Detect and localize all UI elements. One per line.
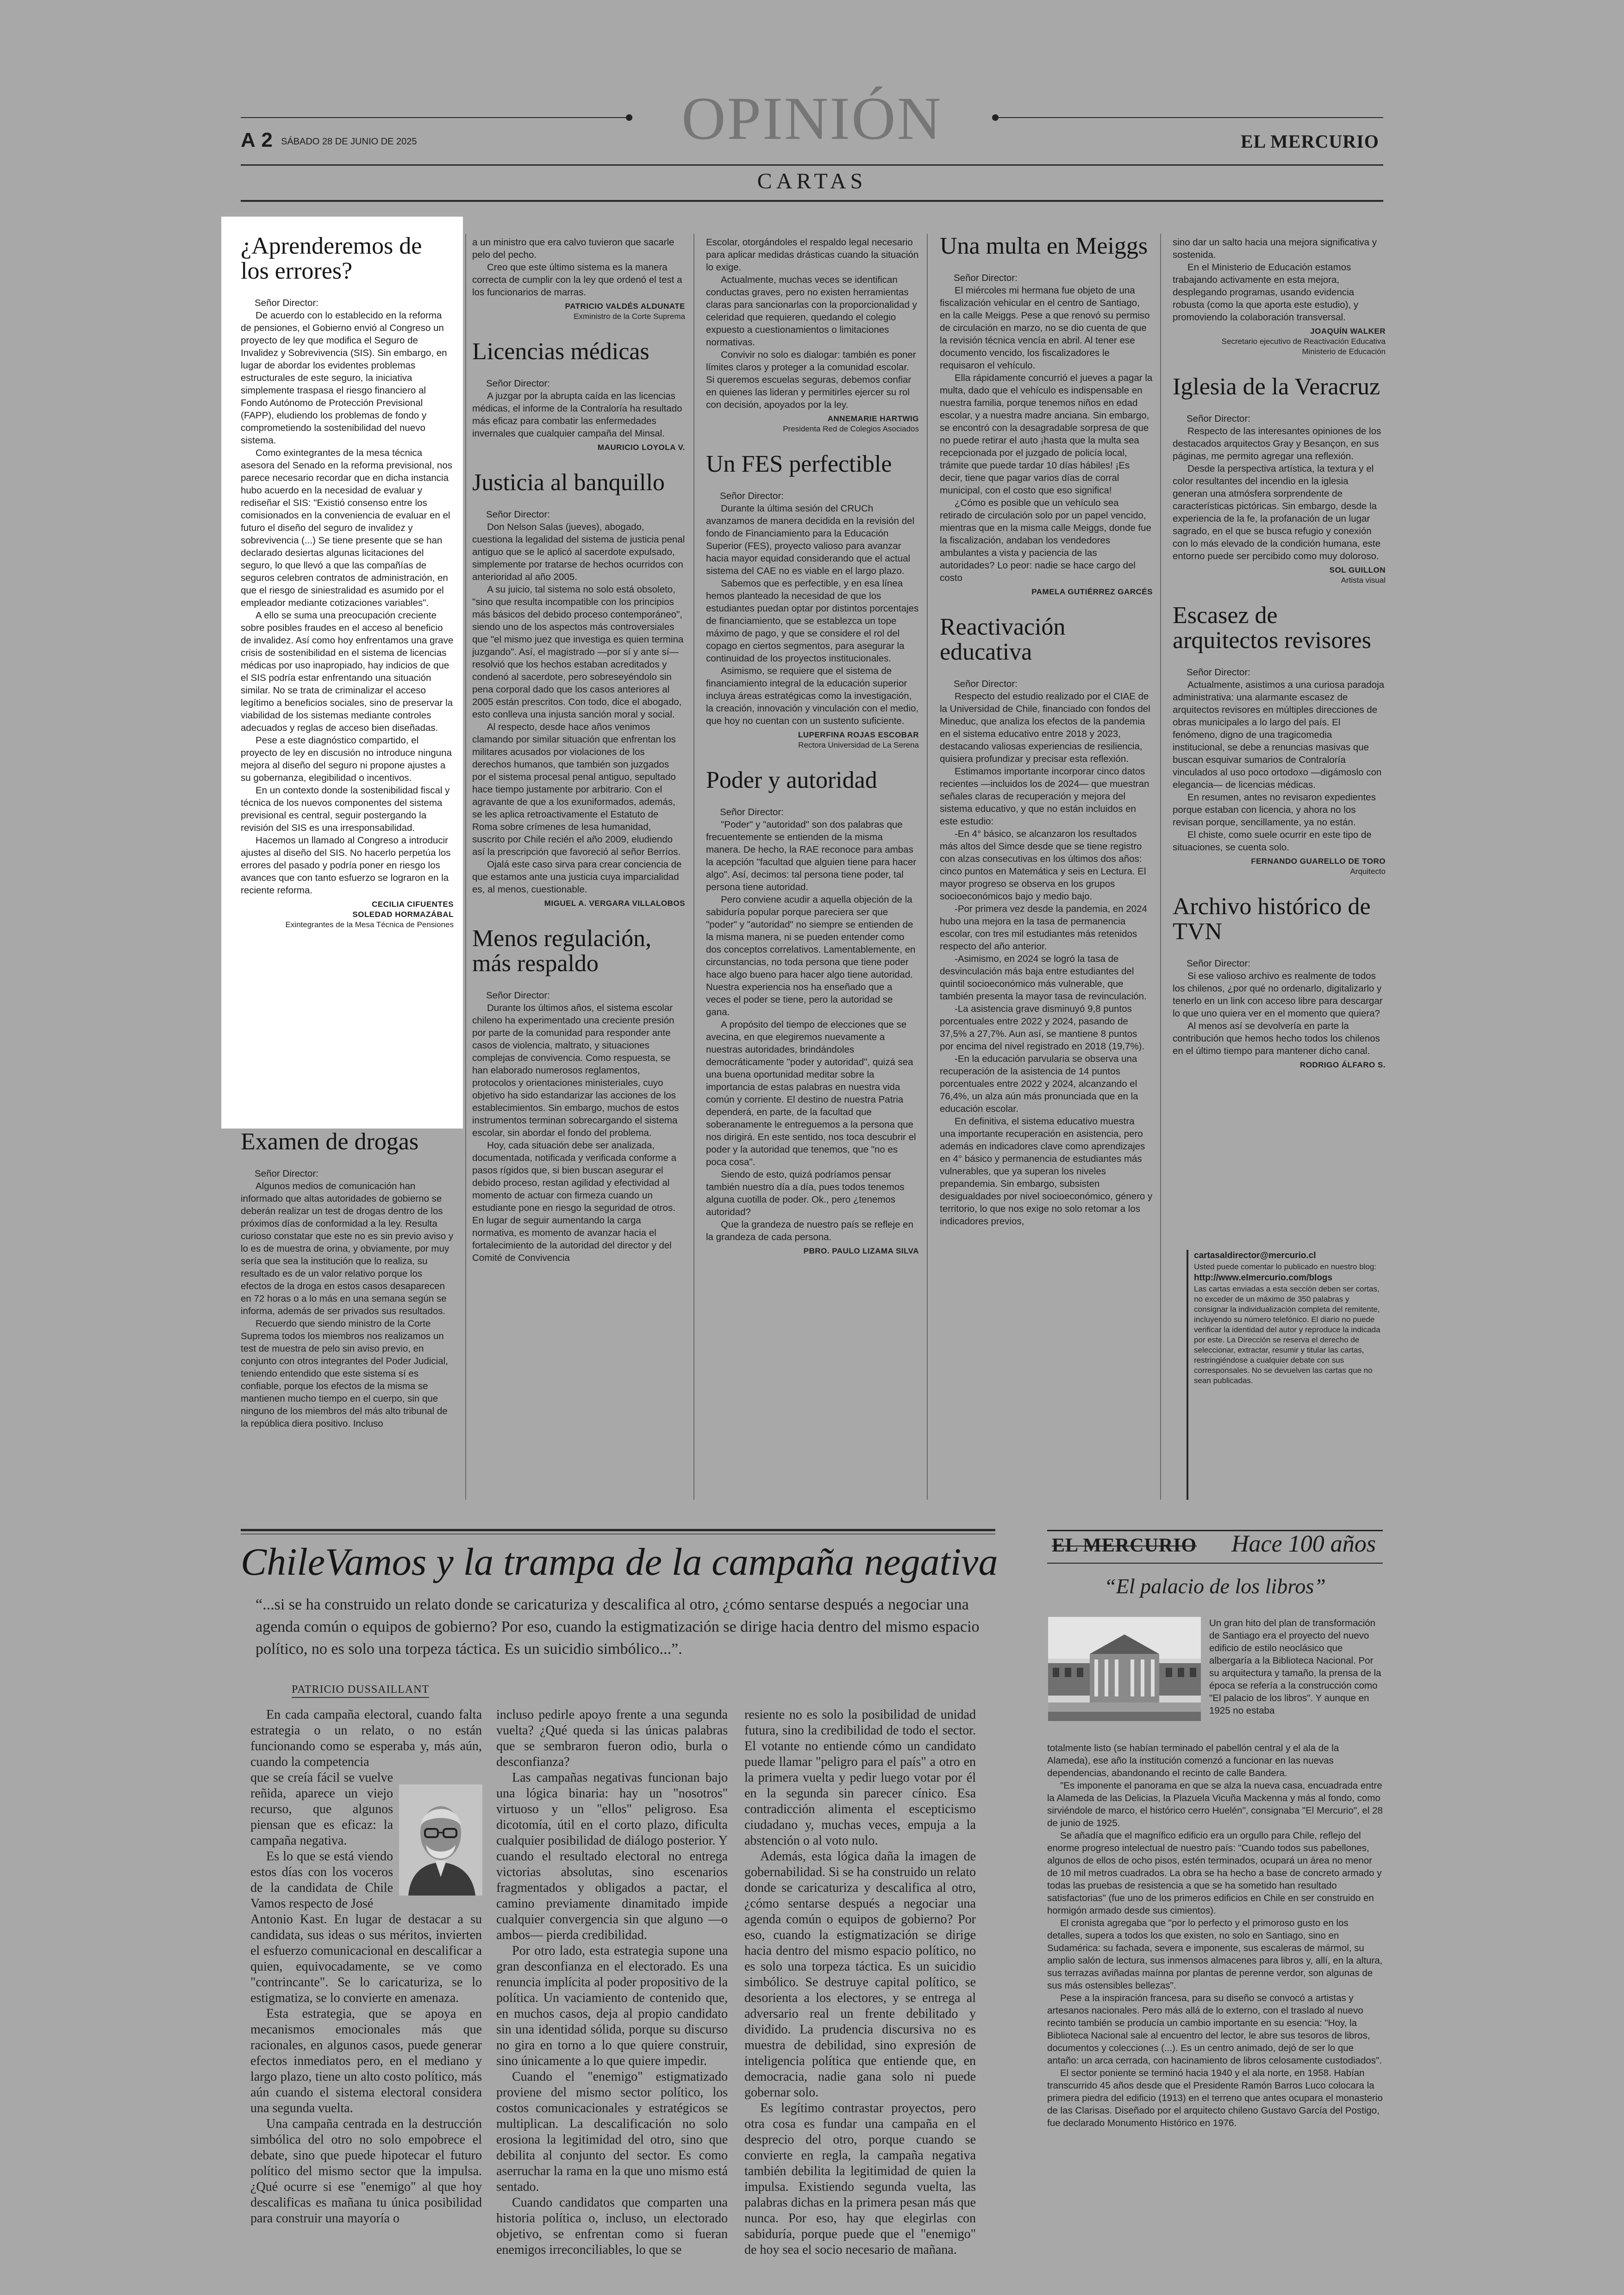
history-tagline: Hace 100 años bbox=[1231, 1531, 1376, 1557]
letter-salutation: Señor Director: bbox=[486, 509, 550, 520]
letter-signer-role: Secretario ejecutivo de Reactivación Educativa bbox=[1221, 337, 1386, 346]
column-4 bbox=[940, 234, 1153, 1500]
letter-paragraph: El miércoles mi hermana fue objeto de una fiscalización vehicular en el centro de Santiago, en la calle Meiggs. Pese a que renovó su permiso de circulación en marzo, no se dio cuenta de que la revisión técnica vencía en abril. Al tener ese documento vencido, los fiscalizadores le requisaron el vehículo. bbox=[940, 285, 1150, 371]
letter-paragraph: A propósito del tiempo de elecciones que se avecina, en que elegiremos nuevamente a nuestras autoridades, brindándoles democráticamente "poder y autoridad", quizá sea una buena oportunidad meditar sobre la importancia de estas palabras en nuestra vida común y corriente. El destino de nuestra Patria dependerá, en parte, de la facultad que soberanamente le entreguemos a la persona que nos dirigirá. En este sentido, nos toca descubrir el poder y la autoridad que tenemos, que "no es poca cosa". bbox=[706, 1019, 916, 1167]
letter-paragraph: Asimismo, se requiere que el sistema de financiamiento integral de la educación superior incluya áreas estratégicas como la investigación, la creación, innovación y vinculación con el medio, que hoy no cuentan con un sustento suficiente. bbox=[706, 666, 919, 726]
column-paragraph: Por otro lado, esta estrategia supone una gran desconfianza en el electorado. Es una renuncia implícita al poder propositivo de la política. Un vaciamiento de contenido que, en muchos casos, deja al propio candidato sin una identidad sólida, porque su discurso no gira en torno a lo que quiere construir, sino únicamente a lo que quiere impedir. bbox=[496, 1944, 728, 2068]
column-divider bbox=[693, 234, 694, 1500]
letter-salutation: Señor Director: bbox=[255, 298, 319, 308]
column-divider bbox=[927, 234, 928, 1500]
letter-signer-role: Exministro de la Corte Suprema bbox=[574, 312, 685, 321]
mailbox-blog-link[interactable]: http://www.elmercurio.com/blogs bbox=[1194, 1273, 1333, 1283]
letter-paragraph: Actualmente, muchas veces se identifican conductas graves, pero no existen herramientas claras para sancionarlas con la proporcionalidad y celeridad que requieren, quedando el colegio expuesto a cuestionamientos o limitaciones normativas. bbox=[706, 274, 917, 348]
letter-salutation: Señor Director: bbox=[720, 807, 784, 817]
letter-paragraph: sino dar un salto hacia una mejora significativa y sostenida. bbox=[1173, 237, 1377, 260]
letter-signer: ANNEMARIE HARTWIG bbox=[827, 414, 919, 423]
letter-signer: LUPERFINA ROJAS ESCOBAR bbox=[798, 730, 919, 739]
page-date: SÁBADO 28 DE JUNIO DE 2025 bbox=[281, 137, 417, 147]
column-text-2 bbox=[496, 1707, 728, 2295]
letter-paragraph: Durante los últimos años, el sistema escolar chileno ha experimentado una creciente presión por parte de la comunidad para responder ante casos de violencia, maltrato, y situaciones complejas de convivencia. Como respuesta, se han elaborado numerosos reglamentos, protocolos y orientaciones ministeriales, cuyo objetivo ha sido estandarizar las acciones de los establecimientos. Sin embargo, muchos de estos instrumentos terminan sobrecargando el sistema escolar, sin abordar el fondo del problema. bbox=[472, 1003, 679, 1138]
letter-salutation: Señor Director: bbox=[1187, 667, 1250, 678]
column-paragraph: Antonio Kast. En lugar de destacar a su candidata, sus ideas o sus méritos, invierten el esfuerzo comunicacional en descalificar a quien, equivocadamente, se ve como "contrincante". Se lo caricaturiza, se lo estigmatiza, se lo convierte en amenaza. bbox=[250, 1912, 482, 2005]
column-author: PATRICIO DUSSAILLANT bbox=[292, 1684, 429, 1698]
letter-signer: CECILIA CIFUENTES bbox=[372, 900, 454, 909]
letter-salutation: Señor Director: bbox=[1187, 413, 1250, 424]
column-3 bbox=[706, 236, 919, 1500]
column-paragraph: En cada campaña electoral, cuando falta estrategia o un relato, o no están funcionando como se esperaba y, más aún, cuando la competencia bbox=[250, 1708, 482, 1769]
letter-paragraph: Desde la perspectiva artística, la textura y el color resultantes del incendio en la iglesia generan una atmósfera sorprendente de características pictóricas. Sin embargo, desde la experiencia de la fe, la profanación de un lugar sagrado, en el que se busca refugio y conexión con lo más elevado de la condición humana, este entorno puede ser percibido como muy doloroso. bbox=[1173, 463, 1381, 561]
letter-paragraph: En el Ministerio de Educación estamos trabajando activamente en esta mejora, desplegando programas, usando evidencia robusta (como la que aporta este estudio), y promoviendo la colaboración transversal. bbox=[1173, 262, 1359, 323]
letter-paragraph: Escolar, otorgándoles el respaldo legal necesario para aplicar medidas drásticas cuando la situación lo exige. bbox=[706, 237, 919, 273]
column-text-3 bbox=[744, 1707, 976, 2295]
column-paragraph: Las campañas negativas funcionan bajo una lógica binaria: hay un "nosotros" virtuoso y un "ellos" peligroso. Esa dicotomía, útil en el corto plazo, dificulta cualquier posibilidad de diálogo posterior. Y cuando el resultado electoral no entrega victorias absolutas, sino escenarios fragmentados y obligados a pactar, el camino previamente dinamitado impide cualquier convergencia sin que alguno —o ambos— pierda credibilidad. bbox=[496, 1771, 728, 1942]
letter-title: Escasez de arquitectos revisores bbox=[1173, 602, 1371, 654]
history-paragraph: El cronista agregaba que "por lo perfecto y el primoroso gusto en los detalles, supera a todos los que existen, no solo en Santiago, sino en Sudamérica: su fachada, severa e imponente, sus escaleras de mármol, su amplio salón de lectura, sus inmensos almacenes para libros y, allí, en la altura, sus terrazas aviñadas maínna por plantas de perenne verdor, son algunas de sus más ostensibles bellezas". bbox=[1047, 1918, 1383, 1991]
column-divider bbox=[1160, 234, 1161, 1500]
column-pull-quote: “...si se ha construido un relato donde se caricaturiza y descalifica al otro, ¿cómo sentarse después a negociar una agenda común o equipos de gobierno? Por eso, cuando la estigmatización se dirige hacia dentro del mismo espacio político, no es solo una torpeza táctica. Es un suicidio simbólico...”. bbox=[256, 1596, 980, 1658]
letter-paragraph: Pero conviene acudir a aquella objeción de la sabiduría popular porque pareciera ser que "poder" y "autoridad" no siempre se entienden de la misma manera, ni se pueden entender como dos conceptos correlativos. Lamentablemente, en circunstancias, no toda persona que tiene poder hace algo bueno para hacer algo tiene autoridad. Nuestra experiencia nos ha enseñado que a veces el poder se tiene, pero la autoridad se gana. bbox=[706, 894, 916, 1017]
letter-salutation: Señor Director: bbox=[954, 273, 1018, 283]
letter-paragraph: Si ese valioso archivo es realmente de todos los chilenos, ¿por qué no ordenarlo, digitalizarlo y tenerlo en un link con acceso libre para descargar lo que uno quiera ver en el momento que quiera? bbox=[1173, 971, 1383, 1019]
letter-salutation: Señor Director: bbox=[720, 491, 784, 501]
letter-signer: RODRIGO ÁLFARO S. bbox=[1299, 1060, 1386, 1069]
masthead-rule-bottom bbox=[241, 200, 1383, 202]
subsection-title: CARTAS bbox=[757, 169, 867, 193]
column-divider bbox=[465, 234, 466, 1500]
section-divider bbox=[241, 1529, 995, 1531]
letter-paragraph: a un ministro que era calvo tuvieron que sacarle pelo del pecho. bbox=[472, 237, 675, 260]
letter-title: Justicia al banquillo bbox=[472, 469, 665, 496]
history-paragraph: "Es imponente el panorama en que se alza la nueva casa, encuadrada entre la Alameda de las Delicias, la Plazuela Vicuña Mackenna y más al fondo, como sirviéndole de marco, el histórico cerro Huelén", consignaba "El Mercurio", el 28 de junio de 1925. bbox=[1047, 1780, 1383, 1828]
letter-paragraph: -En la educación parvularia se observa una recuperación de la asistencia de 14 puntos porcentuales entre 2022 y 2024, alcanzando el 76,4%, un alza aún más pronunciada que en la educación escolar. bbox=[940, 1054, 1138, 1114]
letter-paragraph: A juzgar por la abrupta caída en las licencias médicas, el informe de la Contraloría ha resultado más eficaz para combatir las enfermedades invernales que cualquier campaña del Minsal. bbox=[472, 391, 682, 439]
library-photo bbox=[1048, 1617, 1201, 1721]
history-brand: EL MERCURIO bbox=[1052, 1535, 1197, 1556]
letter-paragraph: En resumen, antes no revisaron expedientes porque estaban con licencia, y ahora no los revisan porque, sencillamente, ya no están. bbox=[1173, 792, 1376, 828]
letter-signer-role: Ministerio de Educación bbox=[1302, 347, 1386, 356]
letter-salutation: Señor Director: bbox=[954, 679, 1018, 689]
letter-paragraph: A su juicio, tal sistema no solo está obsoleto, "sino que resulta incompatible con los principios más básicos del debido proceso contemporáneo", siendo uno de los aspectos más controversiales que "el mismo juez que investiga es quien termina juzgando". Así, el magistrado —por sí y ante sí— resolvió que los hechos estaban acreditados y condenó al sacerdote, pero sobreseyéndolo sin pena corporal dado que los casos anteriores al 2005 están prescritos. Con todo, dice el abogado, esto conlleva una injusta sanción moral y social. bbox=[472, 584, 684, 720]
letter-paragraph: -Por primera vez desde la pandemia, en 2024 hubo una mejora en la tasa de permanencia escolar, con tres mil estudiantes más retenidos respecto del año anterior. bbox=[940, 904, 1147, 952]
letter-signer-role: Presidenta Red de Colegios Asociados bbox=[783, 424, 919, 433]
masthead-rule-left bbox=[241, 117, 629, 118]
letter-paragraph: Don Nelson Salas (jueves), abogado, cuestiona la legalidad del sistema de justicia penal antiguo que se le aplicó al sacerdote expulsado, simplemente por tratarse de hechos ocurridos con anterioridad al año 2005. bbox=[472, 522, 685, 582]
letter-paragraph: Recuerdo que siendo ministro de la Corte Suprema todos los miembros nos realizamos un test de muestra de pelo sin aviso previo, en conjunto con otros integrantes del Poder Judicial, teniendo entendido que este sistema sí es confiable, porque los efectos de la misma se mantienen mucho tiempo en el cuerpo, sin que ninguno de los miembros del más alto tribunal de la república diera positivo. Incluso bbox=[241, 1318, 448, 1429]
mailbox-note: Usted puede comentar lo publicado en nuestro blog: bbox=[1194, 1262, 1377, 1271]
column-paragraph: Cuando candidatos que comparten una historia política o, incluso, un electorado objetivo, se enfrentan como si fueran enemigos irreconciliables, lo que se bbox=[496, 2195, 728, 2257]
mailbox-email[interactable]: cartasaldirector@mercurio.cl bbox=[1194, 1251, 1316, 1260]
columnist-photo bbox=[399, 1784, 482, 1896]
letter-salutation: Señor Director: bbox=[486, 378, 550, 389]
letter-signer: SOL GUILLON bbox=[1329, 566, 1386, 574]
history-paragraph: totalmente listo (se habían terminado el pabellón central y el ala de la Alameda), ese año la institución comenzó a funcionar en las nuevas dependencias, abandonando el recinto de calle Bandera. bbox=[1047, 1743, 1339, 1778]
letter-paragraph: -En 4° básico, se alcanzaron los resultados más altos del Simce desde que se tiene registro con alzas consecutivas en los últimos dos años: cinco puntos en Matemática y seis en Lectura. El mayor progreso se observa en los grupos socioeconómicos bajo y medio bajo. bbox=[940, 829, 1146, 902]
letter-signer-role: Arquitecto bbox=[1350, 867, 1386, 876]
letter-paragraph: Al respecto, desde hace años venimos clamando por similar situación que enfrentan los militares acusados por violaciones de los derechos humanos, que también son juzgados por el sistema procesal penal antiguo, sepultado hace tiempo justamente por arbitrario. Con el agravante de que a los exuniformados, además, se les aplica retroactivamente el Estatuto de Roma sobre crímenes de lesa humanidad, suscrito por Chile recién el año 2009, eludiendo así la prescripción que favoreció al señor Berríos. bbox=[472, 722, 681, 857]
letter-title: ¿Aprenderemos de los errores? bbox=[241, 234, 422, 284]
letter-paragraph: ¿Cómo es posible que un vehículo sea retirado de circulación solo por un papel vencido, mientras que en la misma calle Meiggs, donde fue la fiscalización, andaban los vendedores ambulantes a vista y paciencia de las autoridades? Lo peor: nadie se hace cargo del costo bbox=[940, 498, 1151, 583]
letter-paragraph: -Asimismo, en 2024 se logró la tasa de desvinculación más baja entre estudiantes del quintil socioeconómico más vulnerable, que también presenta la mayor tasa de revinculación. bbox=[940, 954, 1147, 1002]
letter-signer: SOLEDAD HORMAZÁBAL bbox=[352, 910, 454, 919]
brand-logo: EL MERCURIO bbox=[1241, 131, 1379, 152]
letter-salutation: Señor Director: bbox=[255, 1168, 319, 1179]
letter-paragraph: Sabemos que es perfectible, y en esa línea hemos planteado la necesidad de que los estudiantes puedan optar por distintos porcentajes de financiamiento, que se establezca un tope máximo de pago, y que se considere el rol del copago en ciertos segmentos, para asegurar la continuidad de los proyectos institucionales. bbox=[706, 578, 919, 664]
letter-signer-role: Exintegrantes de la Mesa Técnica de Pensiones bbox=[285, 920, 454, 929]
column-2 bbox=[472, 236, 685, 1500]
letter-paragraph: Pese a este diagnóstico compartido, el proyecto de ley en discusión no introduce ninguna mejora al diseño del seguro ni propone ajustes a su gobernanza, elegibilidad o incentivos. bbox=[241, 735, 452, 783]
column-paragraph: Además, esta lógica daña la imagen de gobernabilidad. Si se ha construido un relato donde se caricaturiza y descalifica al otro, ¿cómo sentarse después a negociar una agenda común o equipos de gobierno? Por eso, cuando la estigmatización se dirige hacia dentro del mismo espacio político, no es solo una torpeza táctica. Es un suicidio simbólico. Se destruye capital político, se desorienta a los electores, y se entrega al adversario real un frente debilitado y dividido. La prudencia discursiva no es muestra de debilidad, sino expresión de inteligencia política que entiende que, en democracia, nadie gana solo ni puede gobernar solo. bbox=[744, 1849, 976, 2100]
letter-signer-role: Artista visual bbox=[1341, 576, 1386, 585]
column-paragraph: Cuando el "enemigo" estigmatizado proviene del mismo sector político, los costos comunicacionales y estratégicos se multiplican. La descalificación no solo erosiona la legitimidad del otro, sino que debilita al conjunto del sector. Es como aserruchar la rama en la que uno mismo está sentado. bbox=[496, 2070, 728, 2194]
letter-paragraph: Creo que este último sistema es la manera correcta de cumplir con la ley que ordenó el test a los funcionarios de marras. bbox=[472, 262, 682, 298]
letter-title: Poder y autoridad bbox=[706, 767, 877, 793]
letter-paragraph: Algunos medios de comunicación han informado que altas autoridades de gobierno se deberán realizar un test de drogas dentro de los próximos días de conformidad a la ley. Resulta curioso constatar que este no es sin previo aviso y lo es de muestra de orina, y obviamente, por muy sería que sea la institución que lo realiza, su resultado es de un valor relativo porque los efectos de la droga en estos casos desaparecen en 72 horas o a lo más en una semana según se informa, además de ser privados sus resultados. bbox=[241, 1181, 454, 1316]
column-paragraph: incluso pedirle apoyo frente a una segunda vuelta? ¿Qué queda si las únicas palabras que se sembraron fueron odio, burla o desconfianza? bbox=[496, 1708, 728, 1769]
column-paragraph: Es lo que se está viendo estos días con los voceros de la candidata de Chile Vamos respecto de José bbox=[250, 1849, 393, 1911]
column-paragraph: Una campaña centrada en la destrucción simbólica del otro no solo empobrece el debate, sino que puede hipotecar el futuro político del mismo sector que la impulsa. ¿Qué ocurre si ese "enemigo" al que hoy descalificas es mañana tu única posibilidad para construir una mayoría o bbox=[250, 2117, 482, 2226]
history-body bbox=[1047, 1742, 1384, 2233]
letter-paragraph: Ella rápidamente concurrió el jueves a pagar la multa, dado que el vehículo es indispensable en nuestra familia, porque tenemos niños en edad escolar, y a nuestra madre anciana. Sin embargo, se encontró con la desagradable sorpresa de que no puede retirar el auto ¡hasta que la multa sea recepcionada por el juzgado de policía local, trámite que puede tardar 10 días hábiles! ¡Es decir, tiene que pagar varios días de corral municipal, con el costo que eso significa! bbox=[940, 373, 1153, 496]
letter-paragraph: Hacemos un llamado al Congreso a introducir ajustes al diseño del SIS. No hacerlo perpetúa los errores del pasado y podría poner en riesgo los avances que con tanto esfuerzo se lograron en la reciente reforma. bbox=[241, 835, 451, 896]
letter-title: Un FES perfectible bbox=[706, 451, 892, 477]
letter-signer: FERNANDO GUARELLO DE TORO bbox=[1251, 857, 1386, 866]
letter-paragraph: De acuerdo con lo establecido en la reforma de pensiones, el Gobierno envió al Congreso un proyecto de ley que modifica el Seguro de Invalidez y Sobrevivencia (SIS). Sin embargo, en lugar de abordar los evidentes problemas estructurales de este seguro, la iniciativa simplemente traspasa el riesgo financiero al Fondo Autónomo de Protección Previsional (FAPP), eludiendo los problemas de fondo y comprometiendo la sostenibilidad del nuevo sistema. bbox=[241, 310, 447, 446]
letter-paragraph: Durante la última sesión del CRUCh avanzamos de manera decidida en la revisión del fondo de Financiamiento para la Educación Superior (FES), proyecto valioso para avanzar hacia mayor equidad considerando que el actual sistema del CAE no es viable en el largo plazo. bbox=[706, 503, 915, 576]
letter-paragraph: El chiste, como suele ocurrir en este tipo de situaciones, se cuenta solo. bbox=[1173, 829, 1372, 853]
letter-signer: MIGUEL A. VERGARA VILLALOBOS bbox=[544, 899, 685, 908]
letter-salutation: Señor Director: bbox=[1187, 958, 1250, 969]
history-title: “El palacio de los libros” bbox=[1104, 1574, 1326, 1598]
letter-signer: MAURICIO LOYOLA V. bbox=[597, 443, 685, 452]
letter-paragraph: Respecto del estudio realizado por el CIAE de la Universidad de Chile, financiado con fondos del Mineduc, que analiza los efectos de la pandemia en el sistema educativo entre 2018 y 2023, destacando valiosas experiencias de resiliencia, quisiera profundizar y precisar esta reflexión. bbox=[940, 691, 1150, 764]
letter-paragraph: Ojalá este caso sirva para crear conciencia de que estamos ante una justicia cuya imparcialidad es, al menos, cuestionable. bbox=[472, 859, 682, 895]
letter-salutation: Señor Director: bbox=[486, 990, 550, 1001]
masthead-rule-top bbox=[241, 164, 1383, 166]
history-paragraph: Un gran hito del plan de transformación de Santiago era el proyecto del nuevo edificio de estilo neoclásico que albergaría a la Biblioteca Nacional. Por su arquitectura y tamaño, la prensa de la época se refería a la construcción como "El palacio de los libros". Y aunque en 1925 no estaba bbox=[1209, 1618, 1381, 1716]
column-5 bbox=[1173, 236, 1386, 1243]
letter-paragraph: Actualmente, asistimos a una curiosa paradoja administrativa: una alarmante escasez de arquitectos revisores en múltiples direcciones de obras municipales a lo largo del país. El fenómeno, digno de una tragicomedia institucional, se debe a renuncias masivas que buscan esquivar sumarios de Contraloría vinculados al uso poco ortodoxo —digámoslo con elegancia— de licencias médicas. bbox=[1173, 680, 1385, 790]
letter-paragraph: Estimamos importante incorporar cinco datos recientes —incluidos los de 2024— que muestran señales claras de recuperación y mejora del sistema educativo, y que no están incluidos en este estudio: bbox=[940, 766, 1149, 827]
letter-title: Licencias médicas bbox=[472, 338, 650, 365]
letter-signer: PAMELA GUTIÉRREZ GARCÉS bbox=[1031, 587, 1153, 596]
letter-paragraph: Que la grandeza de nuestro país se refleje en la grandeza de cada persona. bbox=[706, 1219, 913, 1242]
masthead-dot-left bbox=[626, 114, 632, 121]
masthead-rule-right bbox=[995, 117, 1383, 118]
letter-title: Menos regulación, más respaldo bbox=[472, 925, 652, 977]
column-paragraph: resiente no es solo la posibilidad de unidad futura, sino la credibilidad de todo el sector. El votante no entiende cómo un candidato puede llamar "peligro para el país" a otro en la primera vuelta y pedir luego votar por él en la segunda sin parecer cínico. Esa contradicción alimenta el escepticismo ciudadano y, muchas veces, empuja a la abstención o al voto nulo. bbox=[744, 1708, 976, 1848]
letter-title: Una multa en Meiggs bbox=[940, 234, 1148, 259]
letter-signer-role: Rectora Universidad de La Serena bbox=[798, 741, 919, 749]
letter-paragraph: Hoy, cada situación debe ser analizada, documentada, notificada y verificada conforme a pasos rígidos que, si bien buscan asegurar el debido proceso, restan agilidad y efectividad al momento de actuar con firmeza cuando un estudiante pone en riesgo la seguridad de otros. En lugar de seguir aumentando la carga normativa, es momento de avanzar hacia el fortalecimiento de la autoridad del director y del Comité de Convivencia bbox=[472, 1140, 677, 1263]
letter-signer: PBRO. PAULO LIZAMA SILVA bbox=[803, 1247, 919, 1255]
letter-paragraph: Convivir no solo es dialogar: también es poner límites claros y proteger a la comunidad escolar. Si queremos escuelas seguras, debemos confiar en quienes las lideran y permitirles ejercer su rol con decisión, apoyados por la ley. bbox=[706, 349, 916, 410]
history-paragraph: Se añadía que el magnífico edificio era un orgullo para Chile, reflejo del enorme progreso intelectual de nuestro país: "Cuando todos sus pabellones, algunos de ellos de ocho pisos, estén terminados, ocupará un área no menor de 10 mil metros cuadrados. La obra se ha hecho a base de concreto armado y todas las pruebas de resistencia a que se ha sometido han resultado satisfactorias" (fue uno de los primeros edificios en Chile en ser construido en hormigón armado desde sus cimientos). bbox=[1047, 1830, 1382, 1916]
letter-paragraph: En un contexto donde la sostenibilidad fiscal y técnica de los nuevos componentes del sistema previsional es central, seguir postergando la revisión del SIS es una irresponsabilidad. bbox=[241, 785, 450, 833]
letter-paragraph: -La asistencia grave disminuyó 9,8 puntos porcentuales entre 2022 y 2024, pasando de 37,5% a 27,7%. Aun así, se mantiene 8 puntos por encima del nivel registrado en 2018 (19,7%). bbox=[940, 1004, 1145, 1052]
letter-paragraph: Respecto de las interesantes opiniones de los destacados arquitectos Gray y Besançon, en sus páginas, me permito agregar una reflexión. bbox=[1173, 426, 1381, 461]
history-intro bbox=[1209, 1617, 1384, 1742]
history-paragraph: Pese a la inspiración francesa, para su diseño se convocó a artistas y artesanos nacionales. Pero más allá de lo externo, con el traslado al nuevo recinto también se producía un cambio importante en su esencia: "Hoy, la Biblioteca Nacional sale al encuentro del lector, le abre sus tesoros de libros, documentos y colecciones (...). Es un centro animado, dejó de ser lo que antaño: un arca cerrada, con hacinamiento de libros celosamente custodiados". bbox=[1047, 1993, 1382, 2066]
page-number: A 2 bbox=[241, 129, 273, 151]
letter-paragraph: Siendo de esto, quizá podríamos pensar también nuestro día a día, pues todos tenemos alguna cuotilla de poder. Ok., pero ¿tenemos autoridad? bbox=[706, 1169, 905, 1217]
history-paragraph: El sector poniente se terminó hacia 1940 y el ala norte, en 1958. Habían transcurrido 45 años desde que el Presidente Ramón Barros Luco colocara la primera piedra del edificio (1913) en el terreno que antes ocupara el monasterio de las Clarisas. Diseñado por el arquitecto chileno Gustavo García del Postigo, fue declarado Monumento Histórico en 1976. bbox=[1047, 2068, 1383, 2128]
column-paragraph: que se creía fácil se vuelve reñida, aparece un viejo recurso, que algunos piensan que es eficaz: la campaña negativa. bbox=[250, 1771, 393, 1848]
letter-title: Archivo histórico de TVN bbox=[1173, 893, 1371, 945]
letter-signer: JOAQUÍN WALKER bbox=[1310, 327, 1386, 336]
mailbox-info bbox=[1187, 1250, 1383, 1500]
masthead-dot-right bbox=[992, 114, 999, 121]
column-headline: ChileVamos y la trampa de la campaña negativa bbox=[241, 1540, 998, 1584]
letter-paragraph: "Poder" y "autoridad" son dos palabras que frecuentemente se entienden de la misma manera. De hecho, la RAE reconoce para ambas la acepción "facultad que alguien tiene para hacer algo". Así, decimos: tal persona tiene poder, tal persona tiene autoridad. bbox=[706, 819, 917, 892]
letter-title: Iglesia de la Veracruz bbox=[1173, 374, 1380, 400]
letter-title: Reactivación educativa bbox=[940, 614, 1066, 665]
column-paragraph: Es legítimo contrastar proyectos, pero otra cosa es fundar una campaña en el desprecio del otro, porque cuando se convierte en regla, la campaña negativa también debilita la legitimidad de quien la impulsa. Existiendo segunda vuelta, las palabras dichas en la primera pesan más que nunca. Por eso, hay que elegirlas con sabiduría, porque puede que el "enemigo" de hoy sea el socio necesario de mañana. bbox=[744, 2101, 976, 2257]
letter-paragraph: A ello se suma una preocupación creciente sobre posibles fraudes en el acceso al beneficio de invalidez. Así como hoy enfrentamos una grave crisis de sostenibilidad en el sistema de licencias médicas por uso inapropiado, hay indicios de que el SIS podría estar enfrentando una situación similar. No se trata de criminalizar el acceso legítimo a beneficios sociales, sino de preservar la viabilidad de los sistemas mediante controles adecuados y reglas de acceso bien diseñadas. bbox=[241, 610, 454, 733]
mailbox-rules: Las cartas enviadas a esta sección deben ser cortas, no exceder de un máximo de 350 palabras y consignar la individualización completa del remitente, incluyendo su número telefónico. El diario no puede verificar la identidad del autor y reproduce la indicada por este. La Dirección se reserva el derecho de seleccionar, extractar, resumir y titular las cartas, restringiéndose a cualquier debate con sus corresponsales. No se devuelven las cartas que no sean publicadas. bbox=[1194, 1285, 1380, 1385]
letter-title: Examen de drogas bbox=[241, 1129, 419, 1155]
section-title: OPINIÓN bbox=[681, 84, 943, 152]
letter-aprenderemos bbox=[241, 234, 454, 1127]
letter-paragraph: En definitiva, el sistema educativo muestra una importante recuperación en asistencia, pero además en indicadores clave como aprendizajes en 4° básico y permanencia de estudiantes más vulnerables, que ya superan los niveles prepandemia. Sin embargo, subsisten desigualdades por nivel socioeconómico, género y territorio, lo que nos exige no solo retomar a los indicadores previos, bbox=[940, 1116, 1153, 1227]
column-paragraph: Esta estrategia, que se apoya en mecanismos emocionales más que racionales, en algunos casos, puede generar efectos inmediatos pero, en el mediano y largo plazo, tiene un alto costo político, más aún cuando el sistema electoral considera una segunda vuelta. bbox=[250, 2007, 482, 2115]
letter-paragraph: Al menos así se devolvería en parte la contribución que hemos hecho todos los chilenos en el último tiempo para mantener dicho canal. bbox=[1173, 1021, 1380, 1056]
letter-paragraph: Como exintegrantes de la mesa técnica asesora del Senado en la reforma previsional, nos parece necesario recordar que en dicha instancia hubo acuerdo en la necesidad de evaluar y rediseñar el SIS: "Existió consenso entre los comisionados en la conveniencia de evaluar en el futuro el diseño del seguro de invalidez y sobrevivencia (...) Se tiene presente que se han declarado desiertas algunas licitaciones del seguro, lo que llevó a que las compañías de seguros celebren contratos de administración, en que el riesgo de siniestralidad es asumido por el empleador mediante cotizaciones variables". bbox=[241, 448, 452, 608]
letter-signer: PATRICIO VALDÉS ALDUNATE bbox=[565, 302, 685, 311]
letter-examen-drogas bbox=[241, 1129, 454, 1500]
